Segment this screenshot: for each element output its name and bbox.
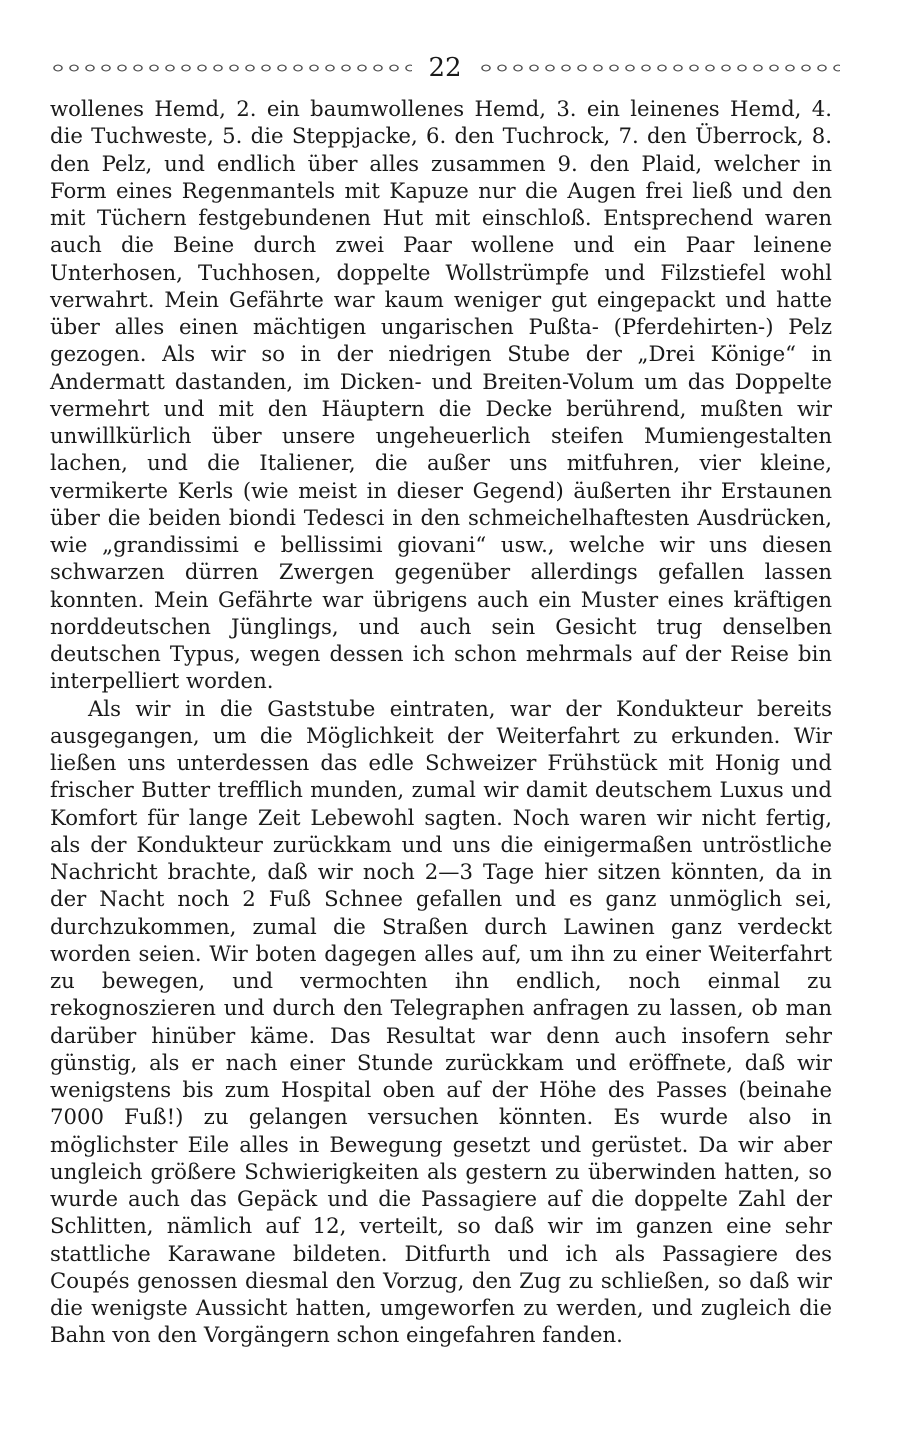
page-number: 22 xyxy=(428,53,462,83)
page-header xyxy=(50,48,840,88)
body-text xyxy=(50,95,832,1349)
paragraph-2: Als wir in die Gaststube eintraten, war der Kondukteur bereits ausgegangen, um die Möglichkeit der Weiterfahrt zu erkunden. Wir ließen uns unterdessen das edle Schweizer Frühstück mit Honig und frischer Butter trefflich munden, zumal wir damit deutschem Luxus und Komfort für lange Zeit Lebewohl sagten. Noch waren wir nicht fertig, als der Kondukteur zurückkam und uns die einigermaßen untröstliche Nachricht brachte, daß wir noch 2—3 Tage hier sitzen könnten, da in der Nacht noch 2 Fuß Schnee gefallen und es ganz unmöglich sei, durchzukommen, zumal die Straßen durch Lawinen ganz verdeckt worden seien. Wir boten dagegen alles auf, um ihn zu einer Weiterfahrt zu bewegen, und vermochten ihn endlich, noch einmal zu rekognoszieren und durch den Telegraphen anfragen zu lassen, ob man darüber hinüber käme. Das Resultat war denn auch insofern sehr günstig, als er nach einer Stunde zurückkam und eröffnete, daß wir wenigstens bis zum Hospital oben auf der Höhe des Passes (beinahe 7000 Fuß!) zu gelangen versuchen könnten. Es wurde also in möglichster Eile alles in Bewegung gesetzt und gerüstet. Da wir aber ungleich größere Schwierigkeiten als gestern zu überwinden hatten, so wurde auch das Gepäck und die Passagiere auf die doppelte Zahl der Schlitten, nämlich auf 12, verteilt, so daß wir im ganzen eine sehr stattliche Karawane bildeten. Ditfurth und ich als Passagiere des Coupés genossen diesmal den Vorzug, den Zug zu schließen, so daß wir die wenigste Aussicht hatten, umgeworfen zu werden, und zugleich die Bahn von den Vorgängern schon eingefahren fanden. xyxy=(50,695,832,1348)
left-ornament-rule xyxy=(50,61,412,75)
paragraph-1: wollenes Hemd, 2. ein baumwollenes Hemd, 3. ein leinenes Hemd, 4. die Tuchweste, 5. die Steppjacke, 6. den Tuchrock, 7. den Überrock, 8. den Pelz, und endlich über alles zusammen 9. den Plaid, welcher in Form eines Regenmantels mit Kapuze nur die Augen frei ließ und den mit Tüchern festgebundenen Hut mit einschloß. Entsprechend waren auch die Beine durch zwei Paar wollene und ein Paar leinene Unterhosen, Tuchhosen, doppelte Wollstrümpfe und Filzstiefel wohl verwahrt. Mein Gefährte war kaum weniger gut eingepackt und hatte über alles einen mächtigen ungarischen Pußta- (Pferdehirten-) Pelz gezogen. Als wir so in der niedrigen Stube der „Drei Könige“ in Andermatt dastanden, im Dicken- und Breiten-Volum um das Doppelte vermehrt und mit den Häuptern die Decke berührend, mußten wir unwillkürlich über unsere ungeheuerlich steifen Mumiengestalten lachen, und die Italiener, die außer uns mitfuhren, vier kleine, vermikerte Kerls (wie meist in dieser Gegend) äußerten ihr Erstaunen über die beiden biondi Tedesci in den schmeichelhaftesten Ausdrücken, wie „grandissimi e bellissimi giovani“ usw., welche wir uns diesen schwarzen dürren Zwergen gegenüber allerdings gefallen lassen konnten. Mein Gefährte war übrigens auch ein Muster eines kräftigen norddeutschen Jünglings, und auch sein Gesicht trug denselben deutschen Typus, wegen dessen ich schon mehrmals auf der Reise bin interpelliert worden. xyxy=(50,96,832,694)
right-ornament-rule xyxy=(478,61,840,75)
